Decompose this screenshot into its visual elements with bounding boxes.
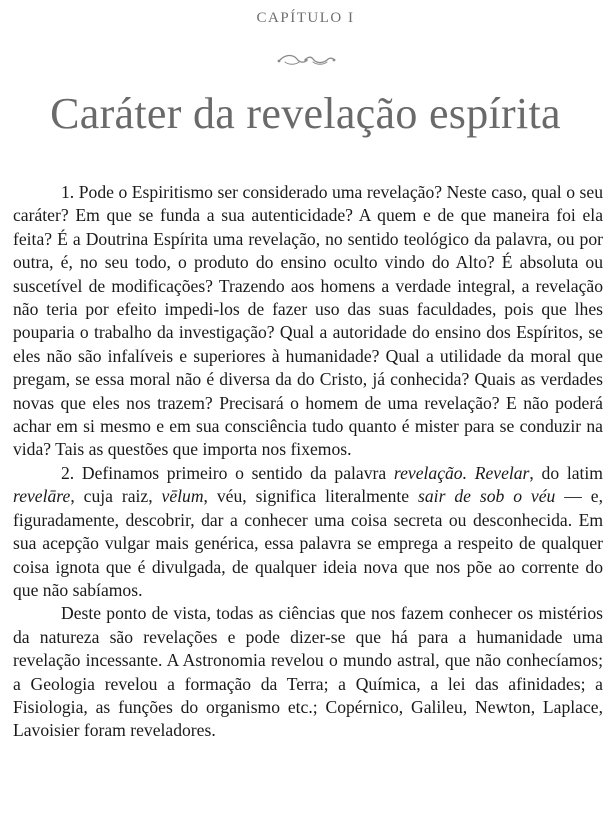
paragraph-text: , véu, significa literalmente	[203, 486, 419, 507]
paragraph-text: , cuja raiz,	[70, 486, 162, 507]
italic-term: revelāre	[13, 486, 71, 507]
paragraph-text: — e, figuradamente, descobrir, dar a conhecer uma coisa secreta ou desconhecida. Em sua acepção vulgar mais genérica, essa palavra se emprega a respeito de qualquer coisa ignota que é divulgada, de qualquer ideia nova que nos põe ao corrente do que não sabíamos.	[13, 486, 603, 600]
paragraph-3	[13, 602, 603, 742]
paragraph-number: 1.	[61, 182, 75, 202]
paragraph-text	[467, 463, 475, 483]
chapter-title: Caráter da revelação espírita	[50, 89, 561, 138]
italic-term: revelação.	[393, 462, 467, 483]
italic-term: sair de sob o véu	[418, 486, 556, 507]
body-text	[13, 181, 603, 743]
paragraph-text: Definamos primeiro o sentido da palavra	[81, 462, 394, 483]
paragraph-text: Pode o Espiritismo ser considerado uma revelação? Neste caso, qual o seu caráter? Em que se funda a sua autenticidade? A quem e de que maneira foi ela feita? É a Doutrina Espírita uma revelação, no sentido teológico da palavra, ou por outra, é, no seu todo, o produto do ensino oculto vindo do Alto? É absoluta ou suscetível de modificações? Trazendo aos homens a verdade integral, a revelação não teria por efeito impedi-los de fazer uso das suas faculdades, pois que lhes pouparia o trabalho da investigação? Qual a autoridade do ensino dos Espíritos, se eles não são infalíveis e superiores à humanidade? Qual a utilidade da moral que pregam, se essa moral não é diversa da do Cristo, já conhecida? Quais as verdades novas que eles nos trazem? Precisará o homem de uma revelação? E não poderá achar em si mesmo e em sua consciência tudo quanto é mister para se conduzir na vida? Tais as questões que importa nos fixemos.	[13, 182, 604, 460]
flourish-ornament-icon	[275, 50, 337, 70]
paragraph-1	[13, 181, 603, 462]
paragraph-text: , do latim	[529, 462, 603, 483]
paragraph-number: 2.	[61, 462, 75, 483]
chapter-label: CAPÍTULO I	[256, 10, 355, 26]
italic-term: vēlum	[161, 486, 204, 507]
paragraph-text: Deste ponto de vista, todas as ciências que nos fazem conhecer os mistérios da natureza são revelações e pode dizer-se que há para a humanidade uma revelação incessante. A Astronomia revelou o mundo astral, que não conhecíamos; a Geologia revelou a formação da Terra; a Química, a lei das afinidades; a Fisiologia, as funções do organismo etc.; Copérnico, Galileu, Newton, Laplace, Lavoisier foram reveladores.	[13, 603, 603, 741]
paragraph-2	[13, 462, 603, 602]
italic-term: Revelar	[474, 462, 530, 483]
